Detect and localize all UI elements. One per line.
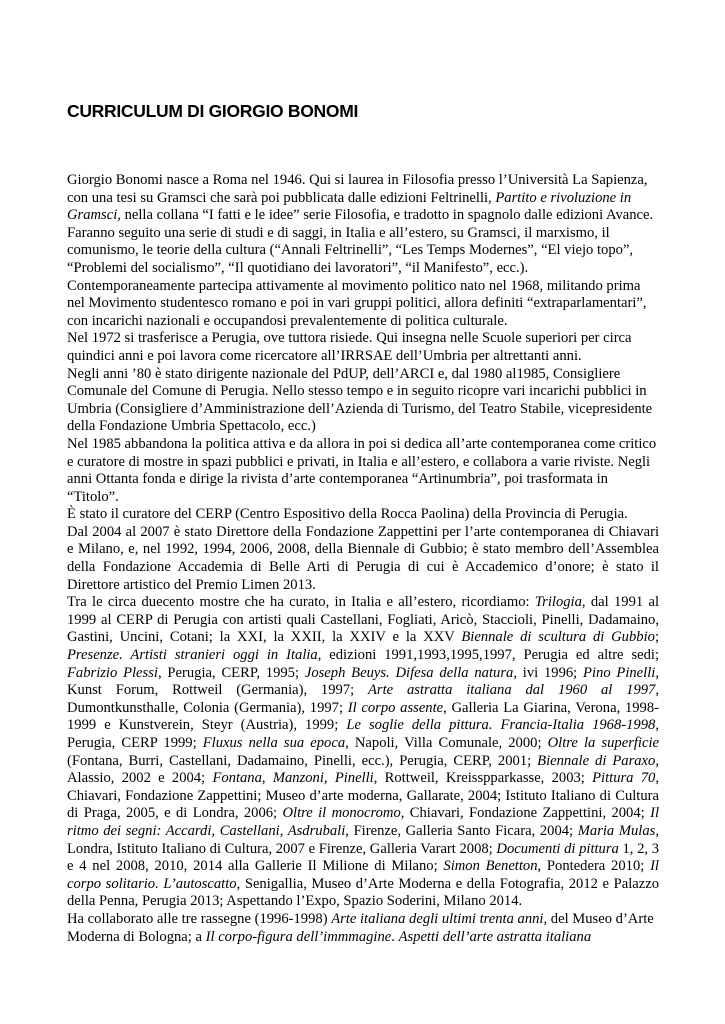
italic-title: Simon Benetton	[443, 858, 538, 875]
text-run: , edizioni 1991,1993,1995,1997, Perugia ed altre sedi;	[317, 647, 660, 664]
italic-title: Le soglie della pittura. Francia-Italia 1968-1998	[346, 717, 656, 734]
italic-title: Arte astratta italiana dal 1960 al 1997	[368, 682, 656, 699]
text-run: (Fontana, Burri, Castellani, Dadamaino, Pinelli, ecc.), Perugia, CERP, 2001;	[67, 752, 538, 769]
text-run: , nella collana “I fatti e le idee” serie Filosofia, e tradotto in spagnolo dalle edizioni Avance.	[117, 207, 654, 224]
italic-title: Biennale di scultura di Gubbio	[461, 629, 655, 646]
paragraph-p8	[67, 524, 659, 594]
italic-title: Documenti di pittura	[496, 840, 619, 857]
italic-title: Oltre il monocromo	[282, 805, 401, 822]
italic-title: Trilogia	[534, 594, 582, 611]
text-run: Perugia, CERP, 1995;	[161, 664, 305, 681]
italic-title: Il corpo solitario. L’autoscatto	[67, 858, 659, 892]
paragraph-p10	[67, 911, 659, 946]
italic-title: Presenze. Artisti stranieri oggi in Italia	[67, 647, 318, 664]
document-title: CURRICULUM DI GIORGIO BONOMI	[67, 101, 359, 121]
text-run: , dal 1991 al 1999 al CERP di Perugia con artisti quali Castellani, Fogliati, Aricò, Staccioli, Pinelli, Dadamaino, Gastini, Uncini, Cotani; la XXI, la XXII, la XXIV e la XXV	[67, 594, 659, 646]
text-run: , Chiavari, Fondazione Zappettini, 2004;	[400, 805, 651, 822]
paragraph-p4	[67, 330, 659, 365]
italic-title: Oltre la superficie	[547, 735, 659, 751]
text-run: Tra le circa duecento mostre che ha curato, in Italia e all’estero, ricordiamo:	[67, 594, 535, 611]
text-run: Dal 2004 al 2007 è stato Direttore della Fondazione Zappettini per l’arte contemporanea di Chiavari e Milano, e, nel 1992, 1994, 2006, 2008, della Biennale di Gubbio; è stato membro dell’Assemblea della Fondazione Accademia di Belle Arti di Perugia di cui è Accademico d’onore; è stato il Direttore artistico del Premio Limen 2013.	[67, 523, 659, 593]
text-run: Nel 1972 si trasferisce a Perugia, ove tuttora risiede. Qui insegna nelle Scuole superiori per circa quindici anni e poi lavora come ricercatore all’IRRSAE dell’Umbria per altrettanti anni.	[67, 330, 632, 364]
italic-title: Arte italiana degli ultimi trenta anni	[331, 910, 544, 927]
italic-title: Fabrizio Plessi,	[67, 664, 162, 681]
italic-title: Pino Pinelli	[583, 664, 656, 681]
text-run: , Rottweil, Kreisspparkasse, 2003;	[373, 770, 593, 787]
text-run: .	[391, 928, 399, 945]
document-body	[67, 172, 659, 946]
text-run: , Napoli, Villa Comunale, 2000;	[345, 735, 548, 751]
paragraph-p6	[67, 436, 659, 506]
italic-title: Maria Mulas	[577, 822, 656, 839]
text-run: , Alassio, 2002 e 2004;	[67, 752, 659, 787]
paragraph-p9	[67, 594, 659, 911]
paragraph-p1	[67, 172, 659, 225]
text-run: Negli anni ’80 è stato dirigente nazionale del PdUP, dell’ARCI e, dal 1980 al1985, Consigliere Comunale del Comune di Perugia. Nello stesso tempo e in seguito ricopre vari incarichi pubblici in Umbria (Consigliere d’Amministrazione dell’Azienda di Turismo, del Teatro Stabile, vicepresidente della Fondazione Umbria Spettacolo, ecc.)	[67, 365, 653, 435]
text-run: , Perugia, CERP 1999;	[67, 717, 659, 751]
text-run: , Firenze, Galleria Santo Ficara, 2004;	[345, 822, 578, 839]
text-run: 1, 2, 3 e 4 nel 2008, 2010, 2014 alla Gallerie Il Milione di Milano;	[67, 840, 659, 875]
text-run: , ivi 1996;	[513, 664, 584, 681]
text-run: , Chiavari, Fondazione Zappettini; Museo d’arte moderna, Gallarate, 2004; Istituto Italiano di Cultura di Praga, 2005, e di Londra, 2006;	[67, 770, 659, 822]
paragraph-p7	[67, 506, 659, 524]
italic-title: Partito e rivoluzione in Gramsci	[67, 189, 632, 224]
paragraph-p5	[67, 366, 659, 436]
text-run: , del Museo d’Arte Moderna di Bologna; a	[67, 910, 654, 945]
text-run: Ha collaborato alle tre rassegne (1996-1998)	[67, 910, 332, 927]
italic-title: Joseph Beuys. Difesa della natura	[304, 664, 514, 681]
italic-title: Il corpo-figura dell’immmagine	[205, 928, 392, 945]
text-run: Giorgio Bonomi nasce a Roma nel 1946. Qui si laurea in Filosofia presso l’Università La Sapienza, con una tesi su Gramsci che sarà poi pubblicata dalle edizioni Feltrinelli,	[67, 172, 648, 206]
text-run: , Kunst Forum, Rottweil (Germania), 1997;	[67, 664, 659, 699]
text-run: Nel 1985 abbandona la politica attiva e da allora in poi si dedica all’arte contemporanea come critico e curatore di mostre in spazi pubblici e privati, in Italia e all’estero, e collabora a varie riviste. Negli anni Ottanta fonda e dirige la rivista d’arte contemporanea “Artinumbria”, poi trasformata in “Titolo”.	[67, 435, 657, 505]
text-run: Faranno seguito una serie di studi e di saggi, in Italia e all’estero, su Gramsci, il marxismo, il comunismo, le teorie della cultura (“Annali Feltrinelli”, “Les Temps Modernes”, “El viejo topo”, “Problemi del socialismo”, “Il quotidiano dei lavoratori”, “il Manifesto”, ecc.).	[67, 224, 634, 276]
text-run: È stato il curatore del CERP (Centro Espositivo della Rocca Paolina) della Provincia di Perugia.	[67, 506, 628, 523]
text-run: Contemporaneamente partecipa attivamente al movimento politico nato nel 1968, militando prima nel Movimento studentesco romano e poi in vari gruppi politici, allora definiti “extraparlamentari”, con incarichi nazionali e occupandosi prevalentemente di politica culturale.	[67, 277, 647, 329]
italic-title: Il corpo assente	[347, 699, 444, 716]
paragraph-p3	[67, 278, 659, 331]
text-run: , Galleria La Giarina, Verona, 1998-1999 e Kunstverein, Steyr (Austria), 1999;	[67, 699, 659, 734]
italic-title: Pittura 70	[592, 770, 656, 787]
italic-title: Fontana, Manzoni, Pinelli	[212, 770, 374, 787]
text-run: , Senigallia, Museo d’Arte Moderna e della Fotografia, 2012 e Palazzo della Penna, Perugia 2013; Aspettando l’Expo, Spazio Soderini, Milano 2014.	[67, 875, 659, 910]
italic-title: Fluxus nella sua epoca	[202, 735, 346, 751]
text-run: ;	[654, 629, 659, 646]
italic-title: Aspetti dell’arte astratta italiana	[398, 928, 592, 945]
text-run: , Londra, Istituto Italiano di Cultura, 2007 e Firenze, Galleria Varart 2008;	[67, 822, 659, 857]
text-run: , Pontedera 2010;	[537, 858, 651, 875]
italic-title: Biennale di Paraxo	[537, 752, 656, 769]
text-run: , Dumontkunsthalle, Colonia (Germania), 1997;	[67, 682, 659, 716]
paragraph-p2	[67, 225, 659, 278]
italic-title: Il ritmo dei segni: Accardi, Castellani, Asdrubali	[67, 805, 659, 839]
